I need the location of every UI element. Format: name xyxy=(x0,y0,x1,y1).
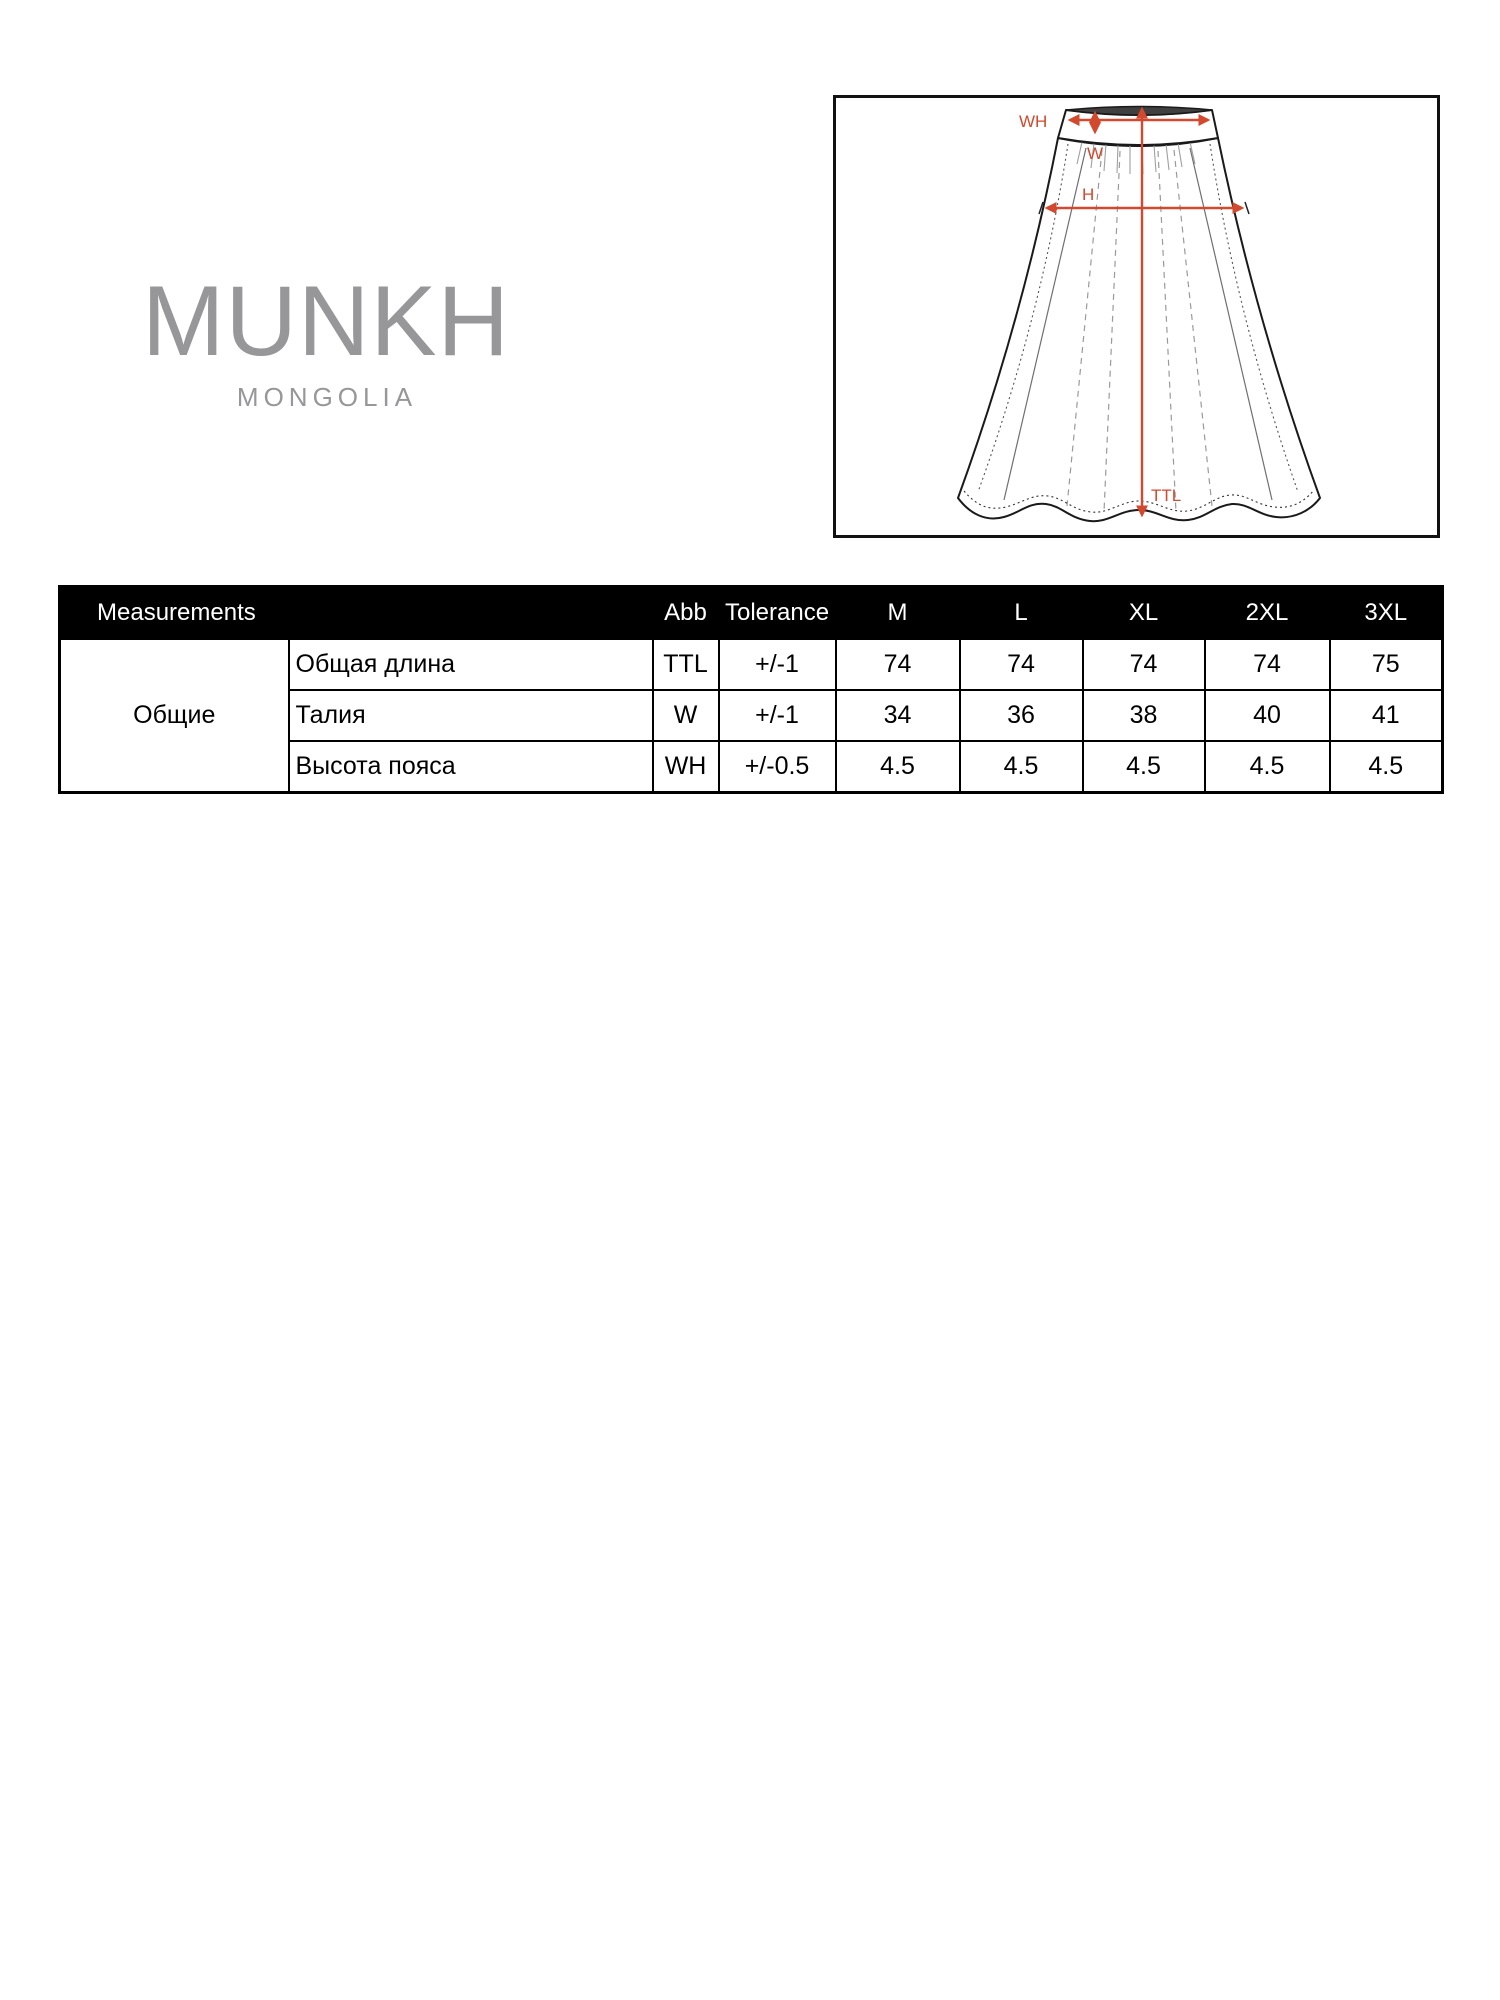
measurements-table xyxy=(58,585,1444,794)
measurement-name: Талия xyxy=(289,690,653,741)
header-tolerance: Tolerance xyxy=(719,587,836,640)
size-value-l: 36 xyxy=(960,690,1083,741)
size-value-3xl: 41 xyxy=(1330,690,1443,741)
ttl-label: TTL xyxy=(1151,486,1182,505)
header-size-xl: XL xyxy=(1083,587,1205,640)
brand-logo: MUNKH xyxy=(142,265,510,376)
tolerance-cell: +/-1 xyxy=(719,690,836,741)
header-size-2xl: 2XL xyxy=(1205,587,1330,640)
skirt-drawing xyxy=(836,98,1437,535)
skirt-diagram-frame xyxy=(833,95,1440,538)
header-size-l: L xyxy=(960,587,1083,640)
size-value-2xl: 74 xyxy=(1205,639,1330,690)
w-label: W xyxy=(1087,144,1104,163)
size-value-xl: 4.5 xyxy=(1083,741,1205,793)
header-size-3xl: 3XL xyxy=(1330,587,1443,640)
group-cell: Общие xyxy=(60,639,289,793)
measurement-name: Общая длина xyxy=(289,639,653,690)
size-value-l: 4.5 xyxy=(960,741,1083,793)
h-label: H xyxy=(1082,185,1095,204)
abb-cell: WH xyxy=(653,741,719,793)
table-row xyxy=(60,639,1443,690)
size-value-m: 4.5 xyxy=(836,741,960,793)
tolerance-cell: +/-0.5 xyxy=(719,741,836,793)
brand-logo-subtitle: MONGOLIA xyxy=(236,382,418,412)
size-value-2xl: 4.5 xyxy=(1205,741,1330,793)
size-value-3xl: 4.5 xyxy=(1330,741,1443,793)
size-value-l: 74 xyxy=(960,639,1083,690)
size-value-2xl: 40 xyxy=(1205,690,1330,741)
measurement-name: Высота пояса xyxy=(289,741,653,793)
hip-tick-right xyxy=(1245,202,1249,214)
header-size-m: M xyxy=(836,587,960,640)
tolerance-cell: +/-1 xyxy=(719,639,836,690)
size-value-xl: 74 xyxy=(1083,639,1205,690)
size-value-m: 74 xyxy=(836,639,960,690)
size-value-3xl: 75 xyxy=(1330,639,1443,690)
abb-cell: TTL xyxy=(653,639,719,690)
size-value-xl: 38 xyxy=(1083,690,1205,741)
wh-label: WH xyxy=(1019,112,1048,131)
abb-cell: W xyxy=(653,690,719,741)
size-value-m: 34 xyxy=(836,690,960,741)
table-header-row xyxy=(60,587,1443,640)
header-abb: Abb xyxy=(653,587,719,640)
header-measurements: Measurements xyxy=(60,587,653,640)
